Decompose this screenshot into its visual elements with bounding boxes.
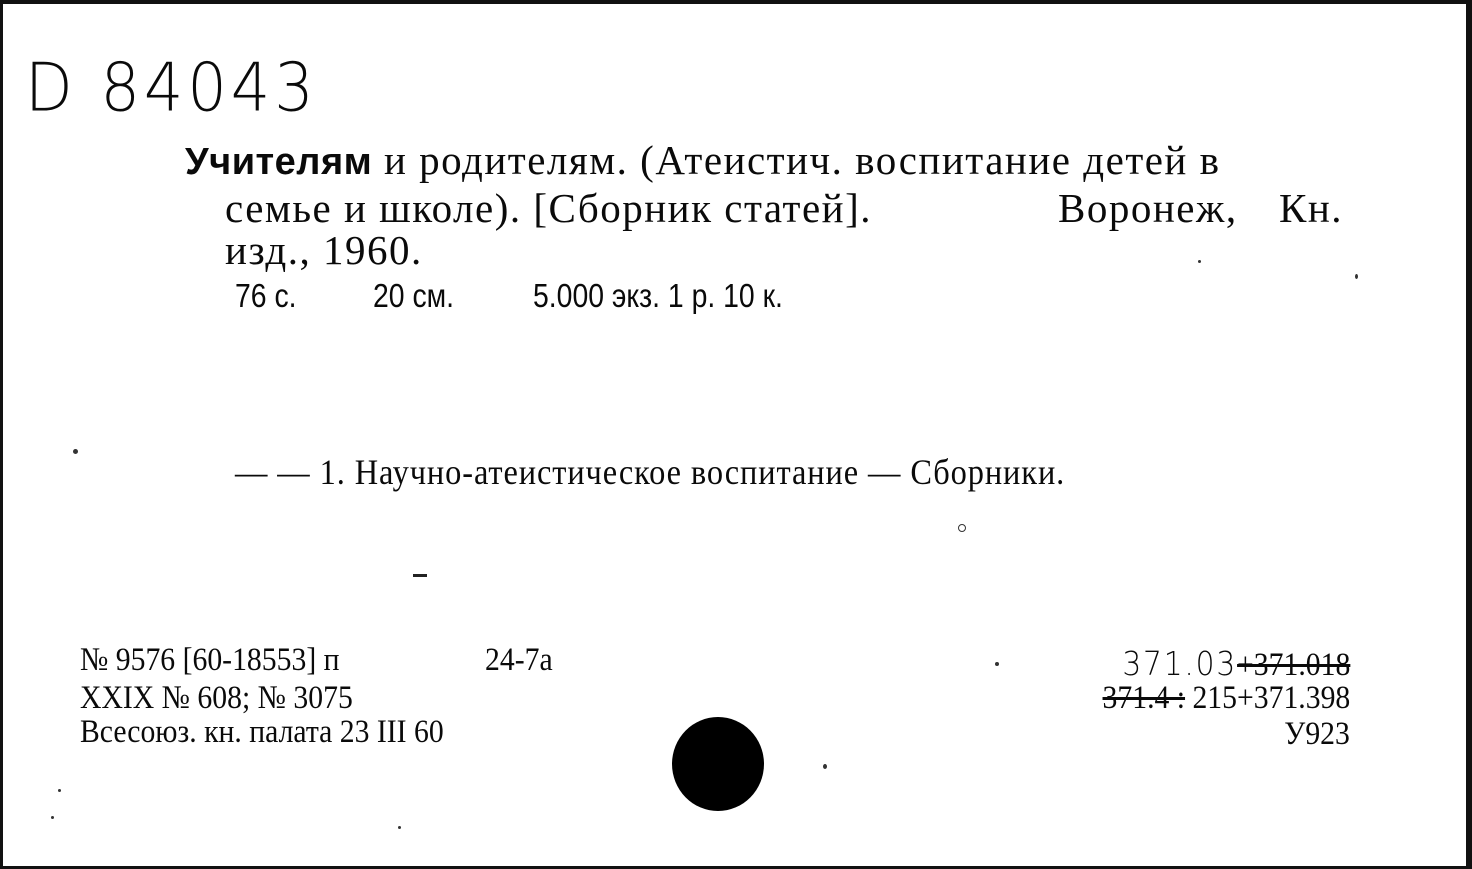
title-line-2: семье и школе). [Сборник статей]. xyxy=(225,185,872,231)
classification-struck-2: 371.4 : xyxy=(1102,680,1185,716)
title-line-1 xyxy=(185,136,1220,184)
speck-mark xyxy=(398,826,401,829)
speck-mark xyxy=(1355,274,1358,279)
bib-line-1-left: № 9576 [60-18553] п xyxy=(80,642,340,678)
classification-line-2-rest: 215+371.398 xyxy=(1184,680,1350,716)
subject-heading: — — 1. Научно-атеистическое воспитание — Сборники. xyxy=(235,452,1066,492)
speck-mark xyxy=(51,816,54,819)
card-punch-hole xyxy=(672,717,764,811)
speck-mark xyxy=(958,524,966,532)
collation-pages: 76 с. xyxy=(235,277,297,314)
collation-copies-price: 5.000 экз. 1 р. 10 к. xyxy=(533,277,783,314)
publisher-start: Кн. xyxy=(1279,185,1344,231)
handwritten-call-number: D 84043 xyxy=(25,48,318,127)
speck-mark xyxy=(1198,260,1201,263)
classification-struck-1: +371.018 xyxy=(1236,647,1350,683)
bib-line-3: Всесоюз. кн. палата 23 III 60 xyxy=(80,714,444,750)
title-line-3: изд., 1960. xyxy=(225,227,423,273)
classification-line-1 xyxy=(1122,644,1350,684)
speck-mark xyxy=(73,449,78,454)
classification-line-2 xyxy=(1102,680,1350,717)
speck-mark xyxy=(995,662,999,666)
speck-mark xyxy=(823,764,827,769)
collation-size: 20 см. xyxy=(373,277,455,314)
publication-place: Воронеж, xyxy=(1058,185,1238,231)
classification-line-3: У923 xyxy=(1284,716,1350,752)
classification-hand-prefix: 371.03 xyxy=(1121,644,1237,683)
speck-mark xyxy=(58,789,61,792)
stray-dash-mark xyxy=(413,574,427,577)
bib-line-1-right: 24-7а xyxy=(485,642,553,678)
title-main-word: Учителям xyxy=(185,141,373,183)
bib-line-2: XXIX № 608; № 3075 xyxy=(80,680,353,716)
title-line-1-rest: и родителям. (Атеистич. воспитание детей в xyxy=(372,137,1221,183)
